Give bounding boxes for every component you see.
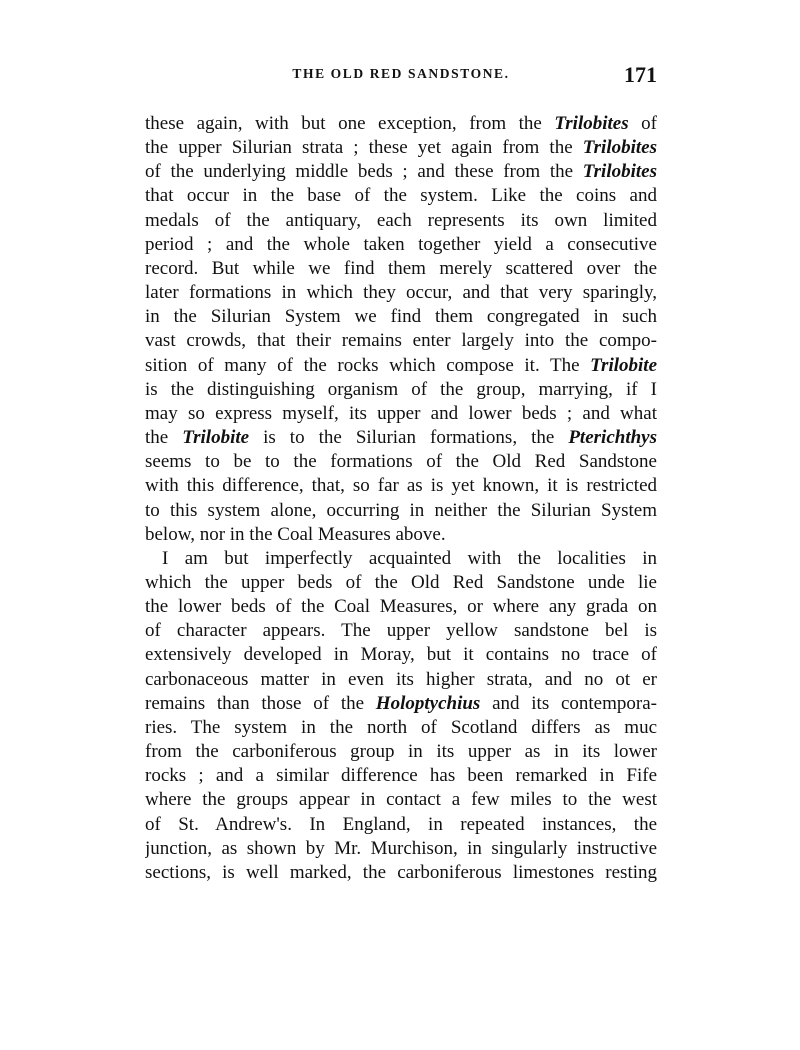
text-line: may so express myself, its upper and lower beds ; and what [145,402,657,424]
running-title: THE OLD RED SANDSTONE. [292,66,510,81]
text-line: the upper Silurian strata ; these yet again from the Trilobites [145,137,657,159]
text-line: vast crowds, that their remains enter largely into the compo- [145,330,657,352]
text-line: later formations in which they occur, and that very sparingly, [145,282,657,304]
italic-term: Holoptychius [375,692,481,714]
text-line: junction, as shown by Mr. Murchison, in singularly instructive [145,837,657,859]
text-line: ries. The system in the north of Scotland differs as muc [145,716,657,738]
text-line: carbonaceous matter in even its higher strata, and no ot er [145,668,657,690]
italic-term: Pterichthys [568,427,657,449]
text-line: remains than those of the Holoptychius and its contempora- [145,692,657,714]
running-head [145,62,657,92]
text-line: period ; and the whole taken together yield a consecutive [145,233,657,255]
body-text [145,112,657,885]
text-line: record. But while we find them merely scattered over the [145,257,657,279]
text-line: medals of the antiquary, each represents its own limited [145,209,657,231]
text-line: of the underlying middle beds ; and these from the Trilobites [145,161,657,183]
text-line: with this difference, that, so far as is yet known, it is restricted [145,475,657,497]
text-line: of St. Andrew's. In England, in repeated instances, the [145,813,657,835]
text-line: sition of many of the rocks which compose it. The Trilobite [145,354,657,376]
italic-term: Trilobite [590,354,657,376]
text-line: to this system alone, occurring in neither the Silurian System [145,499,657,521]
text-line: that occur in the base of the system. Like the coins and [145,185,657,207]
italic-term: Trilobites [582,161,657,183]
italic-term: Trilobites [582,137,657,159]
text-line: where the groups appear in contact a few miles to the west [145,789,657,811]
text-line: extensively developed in Moray, but it contains no trace of [145,644,657,666]
text-line: rocks ; and a similar difference has been remarked in Fife [145,765,657,787]
text-line: I am but imperfectly acquainted with the localities in [162,547,657,569]
text-line: from the carboniferous group in its upper as in its lower [145,741,657,763]
text-line: sections, is well marked, the carboniferous limestones resting [145,861,657,883]
text-line: these again, with but one exception, from the Trilobites of [145,113,657,134]
text-line: seems to be to the formations of the Old Red Sandstone [145,451,657,473]
text-line: below, nor in the Coal Measures above. [145,523,446,545]
page-number: 171 [624,62,657,87]
text-line: of character appears. The upper yellow sandstone bel is [145,620,657,642]
italic-term: Trilobite [182,427,250,449]
text-line: the lower beds of the Coal Measures, or where any grada on [145,596,657,618]
text-line: is the distinguishing organism of the group, marrying, if I [145,378,657,400]
italic-term: Trilobites [554,113,629,134]
text-line: which the upper beds of the Old Red Sandstone unde lie [145,571,657,593]
text-line: in the Silurian System we find them congregated in such [145,306,657,328]
text-line: the Trilobite is to the Silurian formations, the Pterichthys [145,427,657,449]
